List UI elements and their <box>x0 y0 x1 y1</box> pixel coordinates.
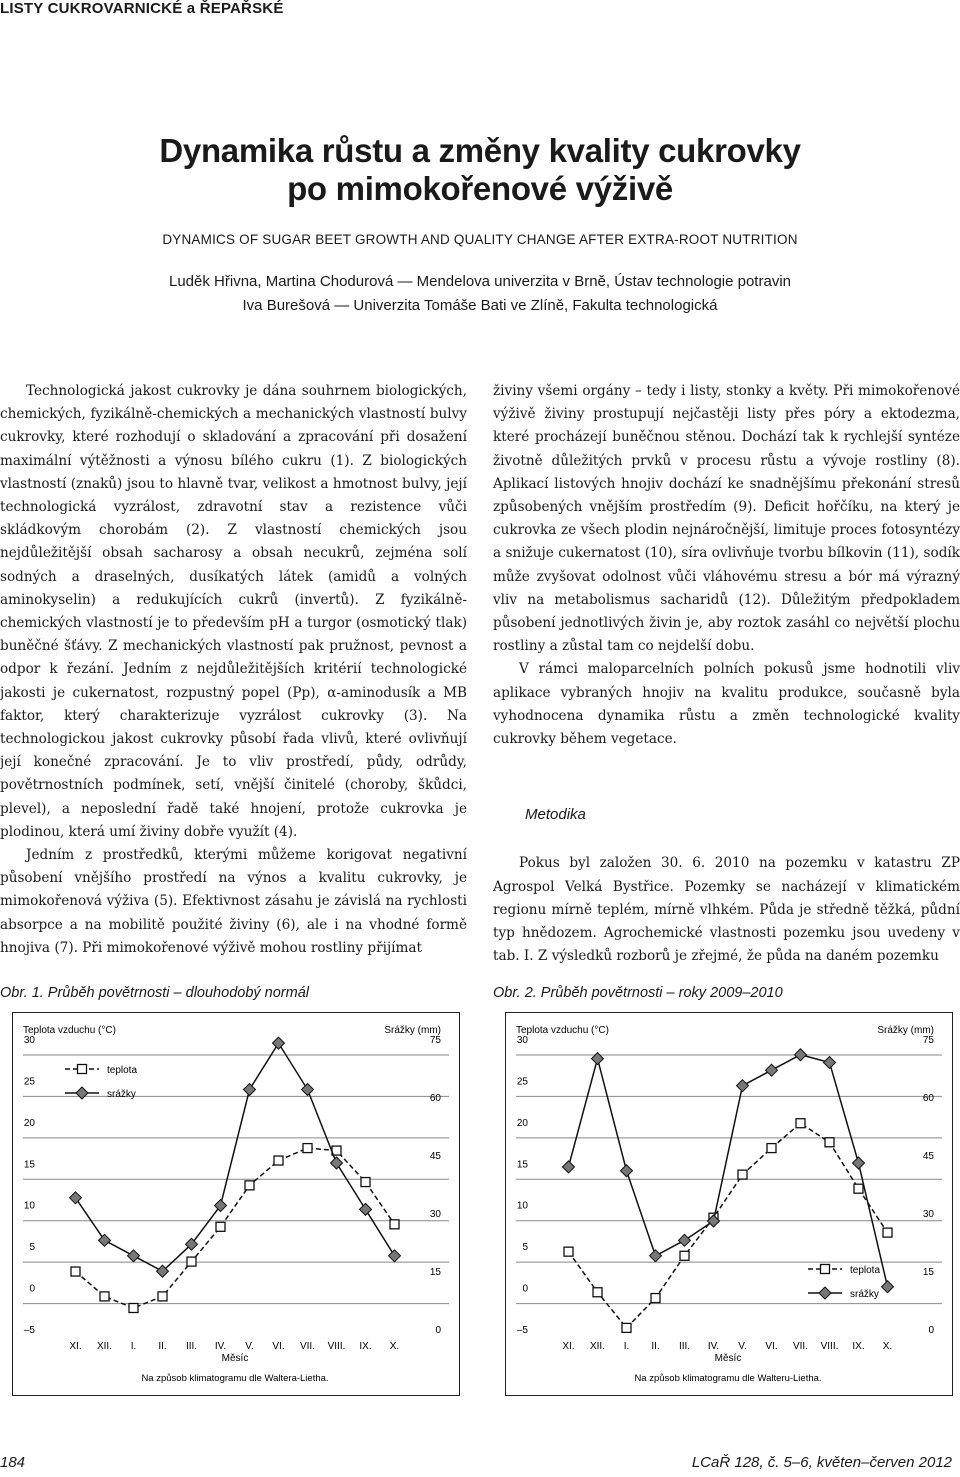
x-tick-label: I. <box>623 1341 630 1352</box>
figure-1-chart-frame <box>12 1012 460 1396</box>
data-point-srážky <box>650 1250 662 1262</box>
y2-tick-label: 60 <box>922 1093 934 1104</box>
data-point-teplota <box>390 1220 399 1229</box>
y2-tick-label: 0 <box>928 1325 934 1336</box>
y2-tick-label: 15 <box>429 1267 441 1278</box>
y-axis-label: Teplota vzduchu (°C) <box>23 1025 116 1036</box>
data-point-srážky <box>679 1234 691 1246</box>
body-right-column <box>493 380 960 968</box>
data-point-teplota <box>796 1119 805 1128</box>
legend-marker-srazky <box>819 1287 831 1299</box>
data-point-teplota <box>593 1288 602 1297</box>
author-line-1: Luděk Hřivna, Martina Chodurová — Mendelova univerzita v Brně, Ústav technologie potravin <box>169 273 791 290</box>
data-point-teplota <box>100 1292 109 1301</box>
x-axis-label: Měsíc <box>714 1353 742 1364</box>
data-point-srážky <box>795 1049 807 1061</box>
data-point-teplota <box>216 1222 225 1231</box>
data-point-teplota <box>71 1267 80 1276</box>
y2-tick-label: 45 <box>429 1151 441 1162</box>
y-tick-label: 25 <box>516 1076 528 1088</box>
data-point-teplota <box>622 1323 631 1332</box>
y-tick-label: 20 <box>23 1117 35 1129</box>
data-point-teplota <box>651 1294 660 1303</box>
y2-tick-label: 75 <box>429 1035 441 1046</box>
x-tick-label: XI. <box>562 1341 575 1352</box>
legend-marker-teplota <box>78 1065 87 1074</box>
data-point-srážky <box>737 1080 749 1092</box>
y2-tick-label: 45 <box>922 1151 934 1162</box>
data-point-teplota <box>854 1184 863 1193</box>
article-subtitle: DYNAMICS OF SUGAR BEET GROWTH AND QUALITY CHANGE AFTER EXTRA-ROOT NUTRITION <box>162 232 798 247</box>
x-tick-label: X. <box>389 1341 400 1352</box>
body-left-column <box>0 380 467 960</box>
data-point-teplota <box>187 1257 196 1266</box>
page-number: 184 <box>0 1454 26 1471</box>
series-line-teplota <box>76 1148 395 1308</box>
y-tick-label: 0 <box>29 1283 35 1295</box>
y2-tick-label: 30 <box>922 1209 934 1220</box>
data-point-srážky <box>360 1203 372 1215</box>
x-tick-label: VIII. <box>820 1341 839 1352</box>
data-point-srážky <box>331 1157 343 1169</box>
figure-1-caption: Obr. 1. Průběh povětrnosti – dlouhodobý normál <box>0 985 309 1001</box>
data-point-teplota <box>303 1144 312 1153</box>
y-tick-label: –5 <box>23 1325 35 1336</box>
author-line-2: Iva Burešová — Univerzita Tomáše Bati ve Zlíně, Fakulta technologická <box>242 297 718 314</box>
x-tick-label: VIII. <box>327 1341 346 1352</box>
data-point-srážky <box>563 1161 575 1173</box>
x-tick-label: XII. <box>96 1341 113 1352</box>
data-point-teplota <box>883 1228 892 1237</box>
x-axis-label: Měsíc <box>221 1353 249 1364</box>
y-tick-label: 5 <box>522 1242 528 1254</box>
x-tick-label: II. <box>158 1341 167 1352</box>
x-tick-label: IV. <box>707 1341 720 1352</box>
data-point-teplota <box>361 1178 370 1187</box>
data-point-srážky <box>824 1056 836 1068</box>
x-tick-label: XI. <box>69 1341 82 1352</box>
data-point-srážky <box>882 1281 894 1293</box>
y2-tick-label: 75 <box>922 1035 934 1046</box>
data-point-teplota <box>767 1144 776 1153</box>
x-tick-label: V. <box>738 1341 747 1352</box>
x-tick-label: IX. <box>359 1341 372 1352</box>
x-tick-label: IV. <box>214 1341 227 1352</box>
data-point-srážky <box>273 1037 285 1049</box>
y-tick-label: 25 <box>23 1076 35 1088</box>
x-tick-label: VI. <box>765 1341 778 1352</box>
x-tick-label: I. <box>130 1341 137 1352</box>
data-point-srážky <box>621 1165 633 1177</box>
data-point-teplota <box>158 1292 167 1301</box>
section-heading-metodika: Metodika <box>525 806 586 824</box>
figure-2-caption: Obr. 2. Průběh povětrnosti – roky 2009–2010 <box>493 985 783 1001</box>
y-tick-label: –5 <box>516 1325 528 1336</box>
data-point-srážky <box>766 1064 778 1076</box>
x-tick-label: IX. <box>852 1341 865 1352</box>
paragraph: živiny všemi orgány – tedy i listy, stonky a květy. Při mimokořenové výživě živiny prostupují nejčastěji listy přes póry a ektodezma, které procházejí buněčnou stěnou. Dochází tak k rychlejší syntéze životně důležitých prvků v procesu růstu a vývoje rostliny (8). Aplikací listových hnojiv dochází ke snadnějšímu překonání stresů způsobených vnějším prostředím (9). Deficit hořčíku, na který je cukrovka ze všech plodin nejnáročnější, limituje proces fotosyntézy a snižuje cukernatost (10), síra ovlivňuje tvorbu bílkovin (11), sodík může zvyšovat odolnost vůči vláhovému stresu a bór má výrazný vliv na metabolismus sacharidů (12). Důležitým předpokladem působení jednotlivých živin je, aby roztok zasáhl co největší plochu rostliny a zůstal tam co nejdelší dobu. <box>493 383 960 655</box>
y-tick-label: 20 <box>516 1117 528 1129</box>
y2-axis-label: Srážky (mm) <box>384 1025 441 1036</box>
y2-tick-label: 30 <box>429 1209 441 1220</box>
chart-note: Na způsob klimatogramu dle Walterа-Lietha. <box>141 1373 329 1384</box>
legend-label-srazky: srážky <box>850 1289 879 1300</box>
y2-axis-label: Srážky (mm) <box>877 1025 934 1036</box>
data-point-teplota <box>274 1156 283 1165</box>
paragraph: Technologická jakost cukrovky je dána souhrnem biologických, chemických, fyzikálně-chemických a mechanických vlastností bulvy cukrovky, které rozhodují o skladování a zpracování při dosažení maximální výtěžnosti a výnosu bílého cukru (1). Z biologických vlastností (znaků) jsou to hlavně tvar, velikost a hmotnost bulvy, její technologická vyzrálost, zdravotní stav a rezistence vůči skládkovým chorobám (2). Z vlastností chemických jsou nejdůležitější obsah sacharosy a obsah necukrů, zejména solí sodných a draselných, dusíkatých látek (amidů a volných aminokyselin) a redukujících cukrů (invertů). Z fyzikálně-chemických vlastností je to především pH a turgor (osmotický tlak) buněčné šťávy. Z mechanických vlastností pak pružnost, pevnost a odpor k řezání. Jedním z nejdůležitějších kritérií technologické jakosti je cukernatost, rozpustný popel (Pp), α-aminodusík a MB faktor, který charakterizuje vyzrálost cukrovky (3). Na technologickou jakost cukrovky působí řada vlivů, které ovlivňují její konečné zpracování. Je to vliv prostředí, půdy, odrůdy, povětrnostních podmínek, setí, vnější činitelé (choroby, škůdci, plevel), a neposlední řadě také hnojení, protože cukrovka je plodinou, která umí živiny dobře využít (4). <box>0 383 467 840</box>
figure-2-chart <box>506 1013 952 1395</box>
y2-tick-label: 0 <box>435 1325 441 1336</box>
x-tick-label: X. <box>882 1341 893 1352</box>
title-line-2: po mimokořenové výživě <box>287 170 673 207</box>
y-axis-label: Teplota vzduchu (°C) <box>516 1025 609 1036</box>
figure-2-chart-frame <box>505 1012 953 1396</box>
y-tick-label: 0 <box>522 1283 528 1295</box>
data-point-srážky <box>302 1084 314 1096</box>
paragraph: V rámci maloparcelních polních pokusů jsme hodnotili vliv aplikace vybraných hnojiv na kvalitu produkce, současně byla vyhodnocena dynamika růstu a změn technologické kvality cukrovky během vegetace. <box>493 661 960 748</box>
x-tick-label: VI. <box>272 1341 285 1352</box>
data-point-srážky <box>70 1192 82 1204</box>
series-line-srážky <box>569 1055 888 1287</box>
y-tick-label: 30 <box>23 1035 35 1046</box>
data-point-srážky <box>215 1200 227 1212</box>
y2-tick-label: 15 <box>922 1267 934 1278</box>
legend-marker-teplota <box>821 1265 830 1274</box>
x-tick-label: II. <box>651 1341 660 1352</box>
x-tick-label: V. <box>245 1341 254 1352</box>
legend-label-teplota: teplota <box>107 1065 138 1076</box>
x-tick-label: VII. <box>792 1341 809 1352</box>
y-tick-label: 30 <box>516 1035 528 1046</box>
y-tick-label: 5 <box>29 1242 35 1254</box>
legend-label-teplota: teplota <box>850 1265 881 1276</box>
data-point-teplota <box>738 1170 747 1179</box>
article-title <box>0 132 960 208</box>
data-point-srážky <box>99 1234 111 1246</box>
data-point-teplota <box>245 1181 254 1190</box>
x-tick-label: VII. <box>299 1341 316 1352</box>
y-tick-label: 15 <box>23 1159 35 1171</box>
data-point-srážky <box>128 1250 140 1262</box>
x-tick-label: III. <box>185 1341 198 1352</box>
data-point-srážky <box>244 1084 256 1096</box>
figure-1-chart <box>13 1013 459 1395</box>
chart-note: Na způsob klimatogramu dle Walteru-Lietha. <box>634 1373 822 1384</box>
y2-tick-label: 60 <box>429 1093 441 1104</box>
journal-issue: LCaŘ 128, č. 5–6, květen–červen 2012 <box>691 1454 952 1471</box>
x-tick-label: XII. <box>589 1341 606 1352</box>
data-point-teplota <box>564 1247 573 1256</box>
y-tick-label: 10 <box>516 1200 528 1212</box>
legend-label-srazky: srážky <box>107 1089 136 1100</box>
legend-marker-srazky <box>76 1087 88 1099</box>
data-point-teplota <box>129 1304 138 1313</box>
data-point-srážky <box>389 1250 401 1262</box>
journal-header: LISTY CUKROVARNICKÉ a ŘEPAŘSKÉ <box>0 0 284 17</box>
y-tick-label: 10 <box>23 1200 35 1212</box>
series-line-srážky <box>76 1043 395 1271</box>
y-tick-label: 15 <box>516 1159 528 1171</box>
data-point-teplota <box>825 1138 834 1147</box>
data-point-srážky <box>592 1053 604 1065</box>
paragraph: Pokus byl založen 30. 6. 2010 na pozemku v katastru ZP Agrospol Velká Bystřice. Pozemky se nacházejí v klimatickém regionu mírně teplém, mírně vlhkém. Půda je středně těžká, půdní typ hnědozem. Agrochemické vlastnosti pozemku jsou uvedeny v tab. I. Z výsledků rozborů je zřejmé, že půda na daném pozemku <box>493 855 960 965</box>
data-point-srážky <box>853 1157 865 1169</box>
paragraph: Jedním z prostředků, kterými můžeme korigovat negativní působení vnějšího prostředí na výnos a kvalitu cukrovky, je mimokořenová výživa (5). Efektivnost zásahu je závislá na rychlosti absorpce a na mobilitě použité živiny (6), ale i na vhodné formě hnojiva (7). Při mimokořenové výživě mohou rostliny přijímat <box>0 847 467 956</box>
data-point-teplota <box>680 1251 689 1260</box>
x-tick-label: III. <box>678 1341 691 1352</box>
title-line-1: Dynamika růstu a změny kvality cukrovky <box>159 132 801 169</box>
